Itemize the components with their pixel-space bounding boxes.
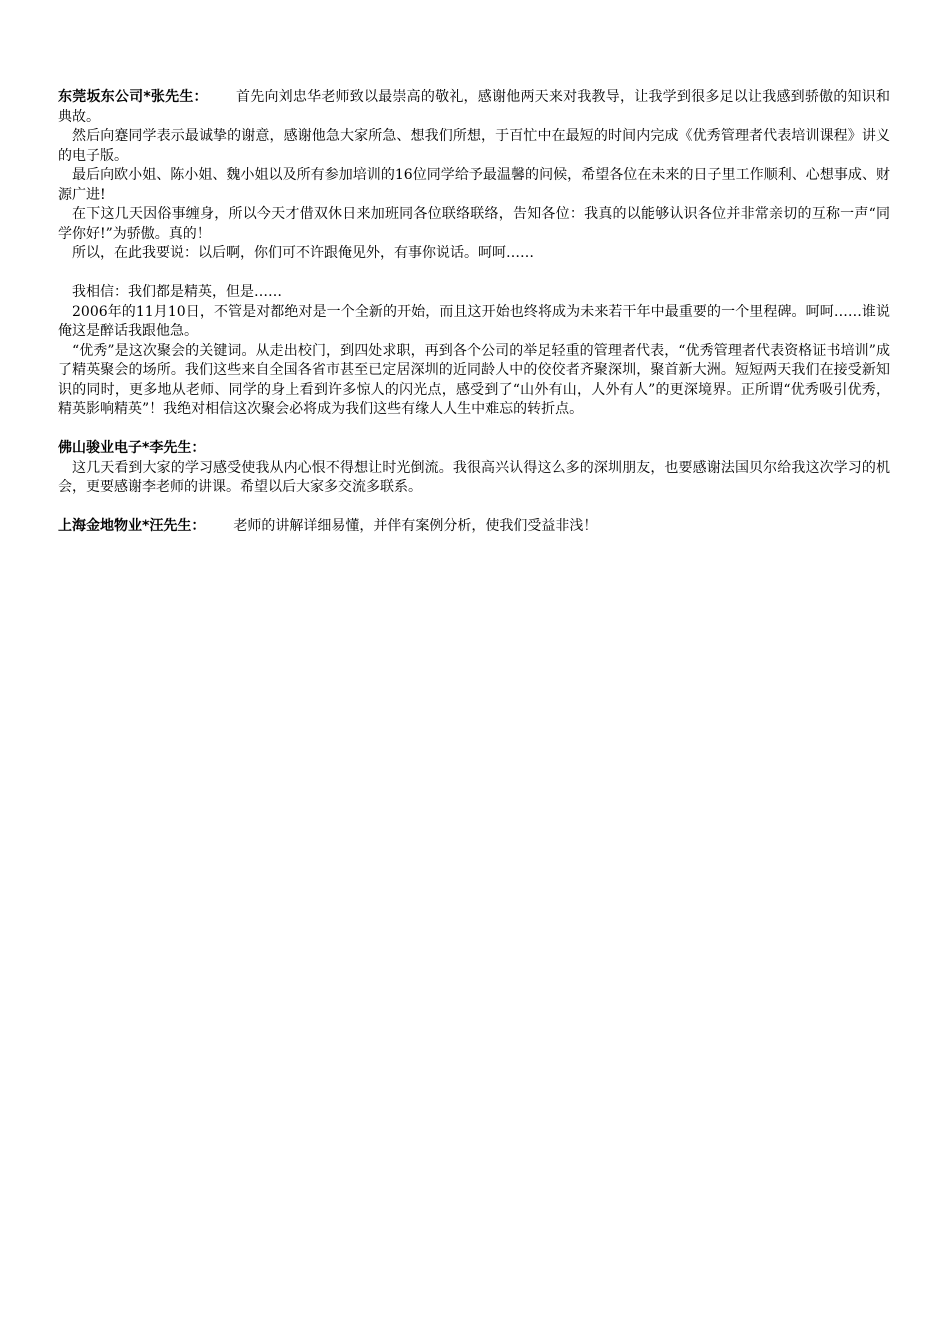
- testimonial-paragraph: 所以，在此我要说：以后啊，你们可不许跟俺见外，有事你说话。呵呵……: [72, 245, 534, 261]
- testimonial-paragraph: [58, 517, 890, 537]
- testimonial-paragraph: 我相信：我们都是精英，但是……: [72, 284, 282, 300]
- testimonial-paragraph: 然后向蹇同学表示最诚挚的谢意，感谢他急大家所急、想我们所想，于百忙中在最短的时间内完成《优秀管理者代表培训课程》讲义的电子版。: [58, 128, 890, 164]
- testimonial-shanghai: [58, 517, 890, 537]
- testimonial-paragraph: 2006年的11月10日，不管是对都绝对是一个全新的开始，而且这开始也终将成为未来若干年中最重要的一个里程碑。呵呵……谁说俺这是醉话我跟他急。: [58, 303, 890, 339]
- testimonial-paragraph: “优秀”是这次聚会的关键词。从走出校门，到四处求职，再到各个公司的举足轻重的管理者代表，“优秀管理者代表资格证书培训”成了精英聚会的场所。我们这些来自全国各省市甚至已定居深圳的近同龄人中的佼佼者齐聚深圳，聚首新大洲。短短两天我们在接受新知识的同时，更多地从老师、同学的身上看到许多惊人的闪光点，感受到了“山外有山，人外有人”的更深境界。正所谓“优秀吸引优秀，精英影响精英”！我绝对相信这次聚会必将成为我们这些有缘人人生中难忘的转折点。: [58, 342, 890, 417]
- testimonial-author: 佛山骏业电子*李先生：: [58, 440, 206, 456]
- blank-line: [58, 264, 890, 284]
- testimonial-text: 老师的讲解详细易懂，并伴有案例分析，使我们受益非浅！: [233, 518, 598, 534]
- testimonial-paragraph: [58, 88, 890, 127]
- testimonial-text: 首先向刘忠华老师致以最崇高的敬礼，感谢他两天来对我教导，让我学到很多足以让我感到骄傲的知识和典故。: [58, 89, 891, 125]
- testimonial-paragraph: 这几天看到大家的学习感受使我从内心恨不得想让时光倒流。我很高兴认得这么多的深圳朋友，也要感谢法国贝尔给我这次学习的机会，更要感谢李老师的讲课。希望以后大家多交流多联系。: [58, 459, 890, 495]
- testimonial-dongguan: [58, 88, 890, 420]
- testimonial-author: 东莞坂东公司*张先生：: [58, 89, 208, 105]
- testimonial-foshan: [58, 439, 890, 498]
- testimonial-author-line: [58, 439, 890, 459]
- testimonial-author: 上海金地物业*汪先生：: [58, 518, 206, 534]
- testimonial-paragraph: 在下这几天因俗事缠身，所以今天才借双休日来加班同各位联络联络，告知各位：我真的以能够认识各位并非常亲切的互称一声“同学你好!”为骄傲。真的！: [58, 206, 890, 242]
- document-page: [58, 88, 890, 556]
- testimonial-paragraph: 最后向欧小姐、陈小姐、魏小姐以及所有参加培训的16位同学给予最温馨的问候，希望各位在未来的日子里工作顺利、心想事成、财源广进!: [58, 167, 890, 203]
